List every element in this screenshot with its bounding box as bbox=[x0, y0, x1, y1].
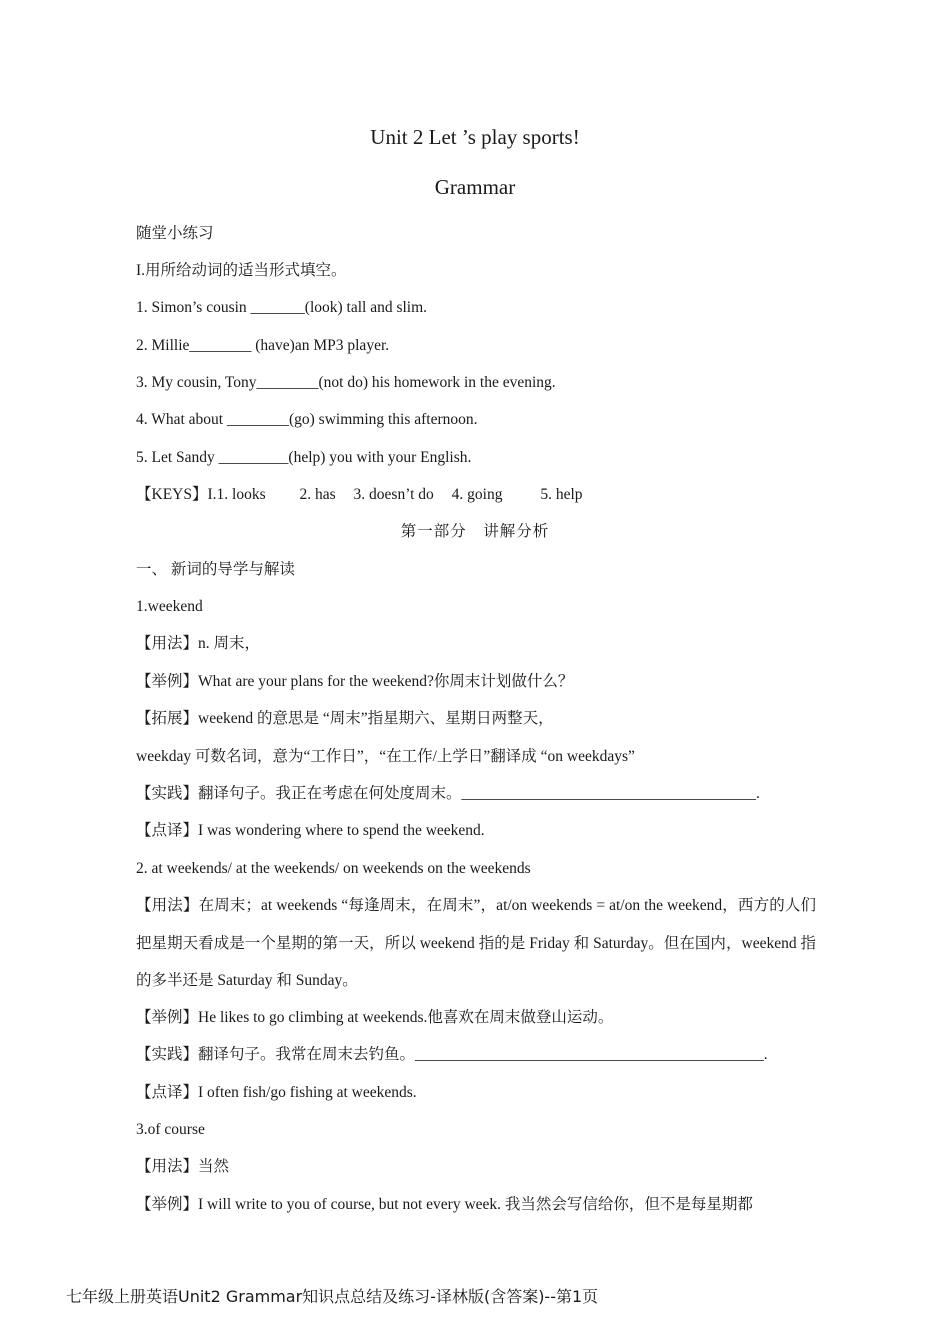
entry-example: 【举例】He likes to go climbing at weekends.他喜欢在周末做登山运动。 bbox=[136, 1009, 614, 1026]
entry-word: 1.weekend bbox=[136, 598, 203, 615]
practice-item: 2. Millie________ (have)an MP3 player. bbox=[136, 337, 390, 354]
entry-extension: 【拓展】weekend 的意思是 “周末”指星期六、星期日两整天， bbox=[136, 710, 554, 727]
entry-usage: 【用法】当然 bbox=[136, 1158, 230, 1175]
entry-usage-paragraph: 【用法】在周末；at weekends “每逢周末，在周末”，at/on weekends = at/on the weekend，西方的人们把星期天看成是一个星期的第一天，所以 weekend 指的是 Friday 和 Saturday。但在国内，weekend 指的多半还是 Saturday 和 Sunday。 bbox=[136, 897, 816, 989]
section-heading: 一、 新词的导学与解读 bbox=[136, 561, 295, 578]
key-answer: 4. going bbox=[451, 486, 503, 503]
keys-label: 【KEYS】I.1. looks bbox=[136, 486, 266, 503]
document-title: Unit 2 Let ’s play sports! bbox=[370, 125, 580, 149]
entry-practice: 【实践】翻译句子。我正在考虑在何处度周末。______________________________________. bbox=[136, 785, 760, 802]
answer-keys bbox=[136, 485, 583, 505]
entry-word: 2. at weekends/ at the weekends/ on weekends on the weekends bbox=[136, 860, 531, 877]
practice-item: 3. My cousin, Tony________(not do) his homework in the evening. bbox=[136, 374, 556, 391]
practice-item: 4. What about ________(go) swimming this afternoon. bbox=[136, 411, 478, 428]
entry-comment: 【点译】I often fish/go fishing at weekends. bbox=[136, 1084, 417, 1101]
page-footer: 七年级上册英语Unit2 Grammar知识点总结及练习-译林版(含答案)--第1页 bbox=[66, 1287, 599, 1306]
key-answer: 5. help bbox=[540, 486, 583, 503]
entry-example: 【举例】I will write to you of course, but not every week. 我当然会写信给你，但不是每星期都 bbox=[136, 1196, 753, 1213]
entry-extension-detail: weekday 可数名词，意为“工作日”，“在工作/上学日”翻译成 “on weekdays” bbox=[136, 748, 635, 765]
practice-item: 5. Let Sandy _________(help) you with your English. bbox=[136, 449, 472, 466]
key-answer: 2. has bbox=[299, 486, 336, 503]
entry-practice: 【实践】翻译句子。我常在周末去钓鱼。_____________________________________________. bbox=[136, 1046, 768, 1063]
entry-word: 3.of course bbox=[136, 1121, 205, 1138]
entry-comment: 【点译】I was wondering where to spend the weekend. bbox=[136, 822, 485, 839]
document-subtitle: Grammar bbox=[434, 175, 516, 199]
entry-example: 【举例】What are your plans for the weekend?你周末计划做什么？ bbox=[136, 673, 574, 690]
practice-instruction: I.用所给动词的适当形式填空。 bbox=[136, 262, 347, 279]
key-answer: 3. doesn’t do bbox=[353, 486, 434, 503]
entry-usage: 【用法】n. 周末， bbox=[136, 635, 261, 652]
practice-item: 1. Simon’s cousin _______(look) tall and slim. bbox=[136, 299, 428, 316]
part-heading: 第一部分 讲解分析 bbox=[400, 523, 550, 540]
practice-heading: 随堂小练习 bbox=[136, 225, 214, 242]
